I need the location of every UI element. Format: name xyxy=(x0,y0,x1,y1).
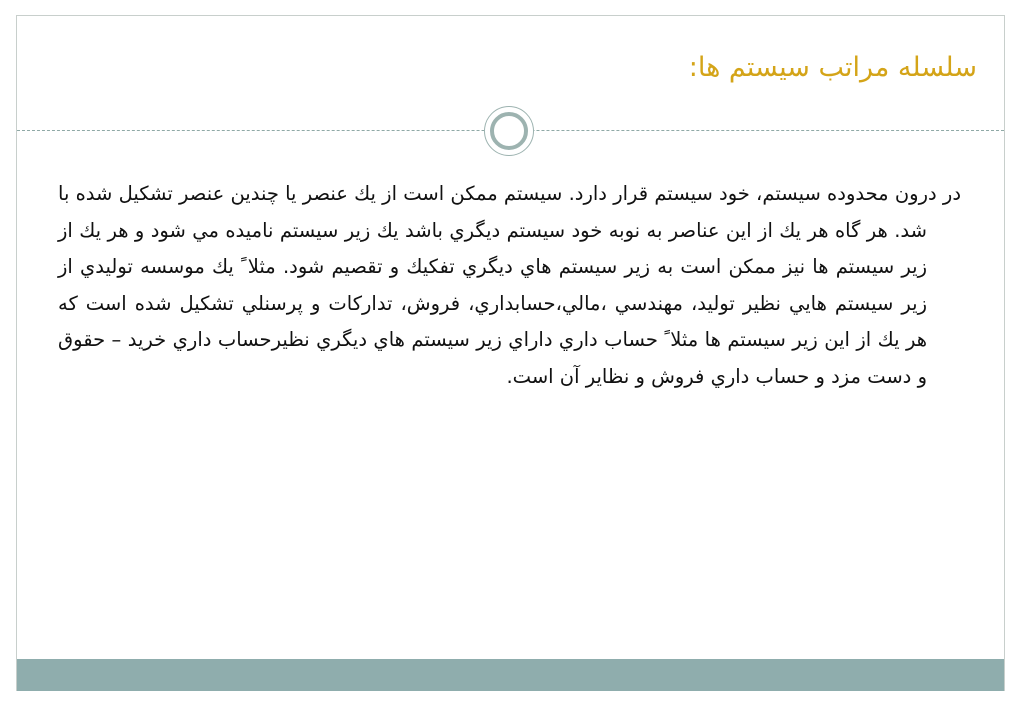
circle-ornament-icon xyxy=(484,106,534,156)
circle-ornament-inner xyxy=(490,112,528,150)
body-paragraph: در درون محدوده سيستم، خود سيستم قرار دارد. سيستم ممكن است از يك عنصر يا چندين عنصر تشكيل شده با شد. هر گاه هر يك از اين عناصر به نوبه خود سيستم ديگري باشد يك زير سيستم ناميده مي شود و هر يك از زير سيستم ها نيز ممكن است به زير سيستم هاي ديگري تفكيك و تقصيم شود. مثلا ً يك موسسه توليدي از زير سيستم هايي نظير توليد، مهندسي ،مالي،حسابداري، فروش، تداركات و پرسنلي تشكيل شده است كه هر يك از اين زير سيستم ها مثلا ً حساب داري داراي زير سيستم هاي ديگري نظيرحساب داري خريد – حقوق و دست مزد و حساب داري فروش و نظاير آن است. xyxy=(58,182,961,388)
footer-bar xyxy=(17,659,1004,691)
slide-title: سلسله مراتب سيستم ها: xyxy=(688,52,977,83)
